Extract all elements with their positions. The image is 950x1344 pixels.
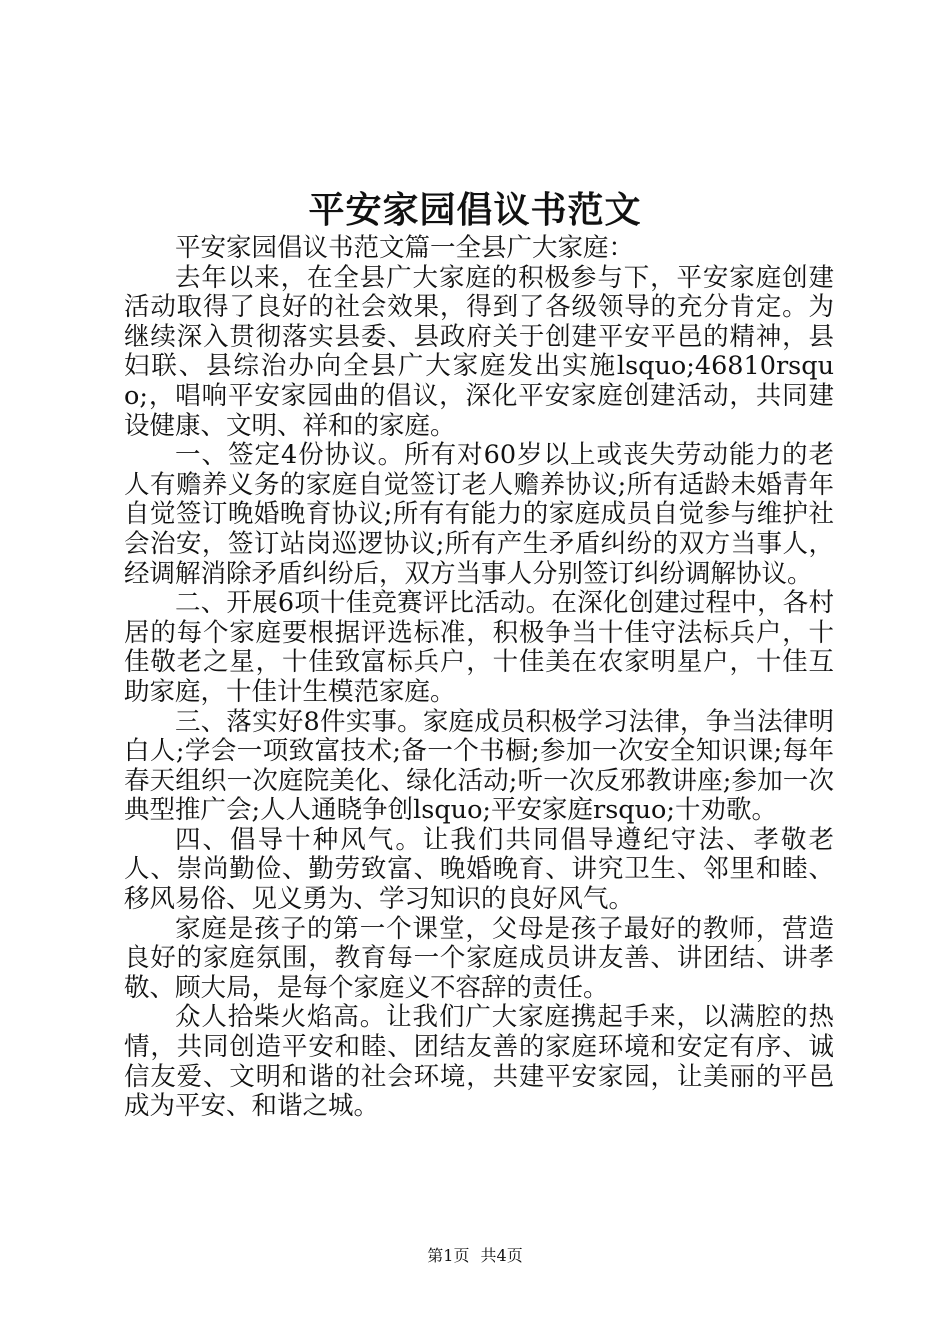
paragraph-item-one: 一、签定4份协议。所有对60岁以上或丧失劳动能力的老人有赡养义务的家庭自觉签订老人赡养协议;所有适龄未婚青年自觉签订晚婚晚育协议;所有有能力的家庭成员自觉参与维护社会治安，签订站岗巡逻协议;所有产生矛盾纠纷的双方当事人，经调解消除矛盾纠纷后，双方当事人分别签订纠纷调解协议。 bbox=[124, 440, 834, 589]
paragraph-family-classroom: 家庭是孩子的第一个课堂，父母是孩子最好的教师，营造良好的家庭氛围，教育每一个家庭成员讲友善、讲团结、讲孝敬、顾大局，是每个家庭义不容辞的责任。 bbox=[124, 913, 834, 1003]
paragraph-closing: 众人拾柴火焰高。让我们广大家庭携起手来，以满腔的热情，共同创造平安和睦、团结友善的家庭环境和安定有序、诚信友爱、文明和谐的社会环境，共建平安家园，让美丽的平邑成为平安、和谐之城。 bbox=[124, 1002, 834, 1122]
paragraph-item-three: 三、落实好8件实事。家庭成员积极学习法律，争当法律明白人;学会一项致富技术;备一个书橱;参加一次安全知识课;每年春天组织一次庭院美化、绿化活动;听一次反邪教讲座;参加一次典型推广会;人人通晓争创lsquo;平安家庭rsquo;十劝歌。 bbox=[124, 706, 834, 826]
paragraph-item-four: 四、倡导十种风气。让我们共同倡导遵纪守法、孝敬老人、崇尚勤俭、勤劳致富、晚婚晚育、讲究卫生、邻里和睦、移风易俗、见义勇为、学习知识的良好风气。 bbox=[124, 824, 834, 915]
document-body bbox=[124, 234, 834, 1122]
paragraph-intro: 去年以来，在全县广大家庭的积极参与下，平安家庭创建活动取得了良好的社会效果，得到了各级领导的充分肯定。为继续深入贯彻落实县委、县政府关于创建平安平邑的精神，县妇联、县综治办向全县广大家庭发出实施lsquo;46810rsquo;，唱响平安家园曲的倡议，深化平安家庭创建活动，共同建设健康、文明、祥和的家庭。 bbox=[124, 262, 834, 441]
document-title: 平安家园倡议书范文 bbox=[308, 189, 642, 231]
paragraph-item-two: 二、开展6项十佳竞赛评比活动。在深化创建过程中，各村居的每个家庭要根据评选标准，积极争当十佳守法标兵户，十佳敬老之星，十佳致富标兵户，十佳美在农家明星户，十佳互助家庭，十佳计生模范家庭。 bbox=[124, 588, 834, 707]
paragraph-salutation: 平安家园倡议书范文篇一全县广大家庭： bbox=[175, 233, 635, 263]
page-number: 第1页 bbox=[427, 1246, 470, 1265]
page-total: 共4页 bbox=[480, 1246, 523, 1265]
page-footer bbox=[0, 1245, 950, 1267]
